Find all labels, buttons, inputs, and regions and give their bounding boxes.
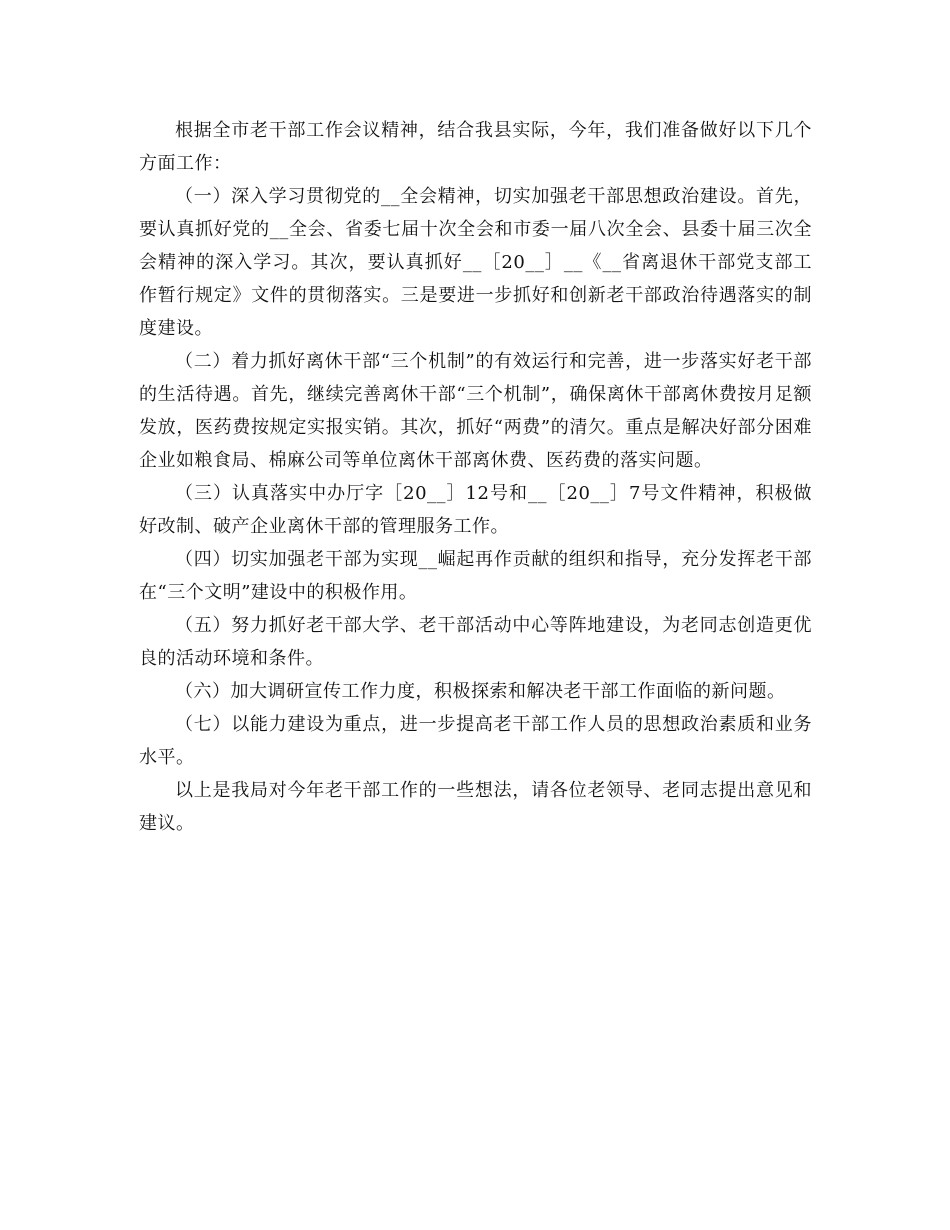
item-6-paragraph: （六）加大调研宣传工作力度，积极探索和解决老干部工作面临的新问题。 bbox=[175, 681, 786, 702]
intro-paragraph: 根据全市老干部工作会议精神，结合我县实际，今年，我们准备做好以下几个方面工作： bbox=[139, 120, 812, 174]
document-body bbox=[139, 114, 812, 840]
item-2-paragraph: （二）着力抓好离休干部“三个机制”的有效运行和完善，进一步落实好老干部的生活待遇。首先，继续完善离休干部“三个机制”，确保离休干部离休费按月足额发放，医药费按规定实报实销。其次，抓好“两费”的清欠。重点是解决好部分困难企业如粮食局、棉麻公司等单位离休干部离休费、医药费的落实问题。 bbox=[139, 351, 812, 471]
closing-paragraph: 以上是我局对今年老干部工作的一些想法，请各位老领导、老同志提出意见和建议。 bbox=[139, 780, 812, 834]
item-3-paragraph: （三）认真落实中办厅字［20__］12号和__［20__］7号文件精神，积极做好改制、破产企业离休干部的管理服务工作。 bbox=[139, 483, 812, 537]
item-5-paragraph: （五）努力抓好老干部大学、老干部活动中心等阵地建设，为老同志创造更优良的活动环境和条件。 bbox=[139, 615, 812, 669]
item-4-paragraph: （四）切实加强老干部为实现__崛起再作贡献的组织和指导，充分发挥老干部在“三个文明”建设中的积极作用。 bbox=[139, 549, 812, 603]
item-1-paragraph: （一）深入学习贯彻党的__全会精神，切实加强老干部思想政治建设。首先，要认真抓好党的__全会、省委七届十次全会和市委一届八次全会、县委十届三次全会精神的深入学习。其次，要认真抓好__［20__］__《__省离退休干部党支部工作暂行规定》文件的贯彻落实。三是要进一步抓好和创新老干部政治待遇落实的制度建设。 bbox=[139, 186, 812, 339]
item-7-paragraph: （七）以能力建设为重点，进一步提高老干部工作人员的思想政治素质和业务水平。 bbox=[139, 714, 812, 768]
